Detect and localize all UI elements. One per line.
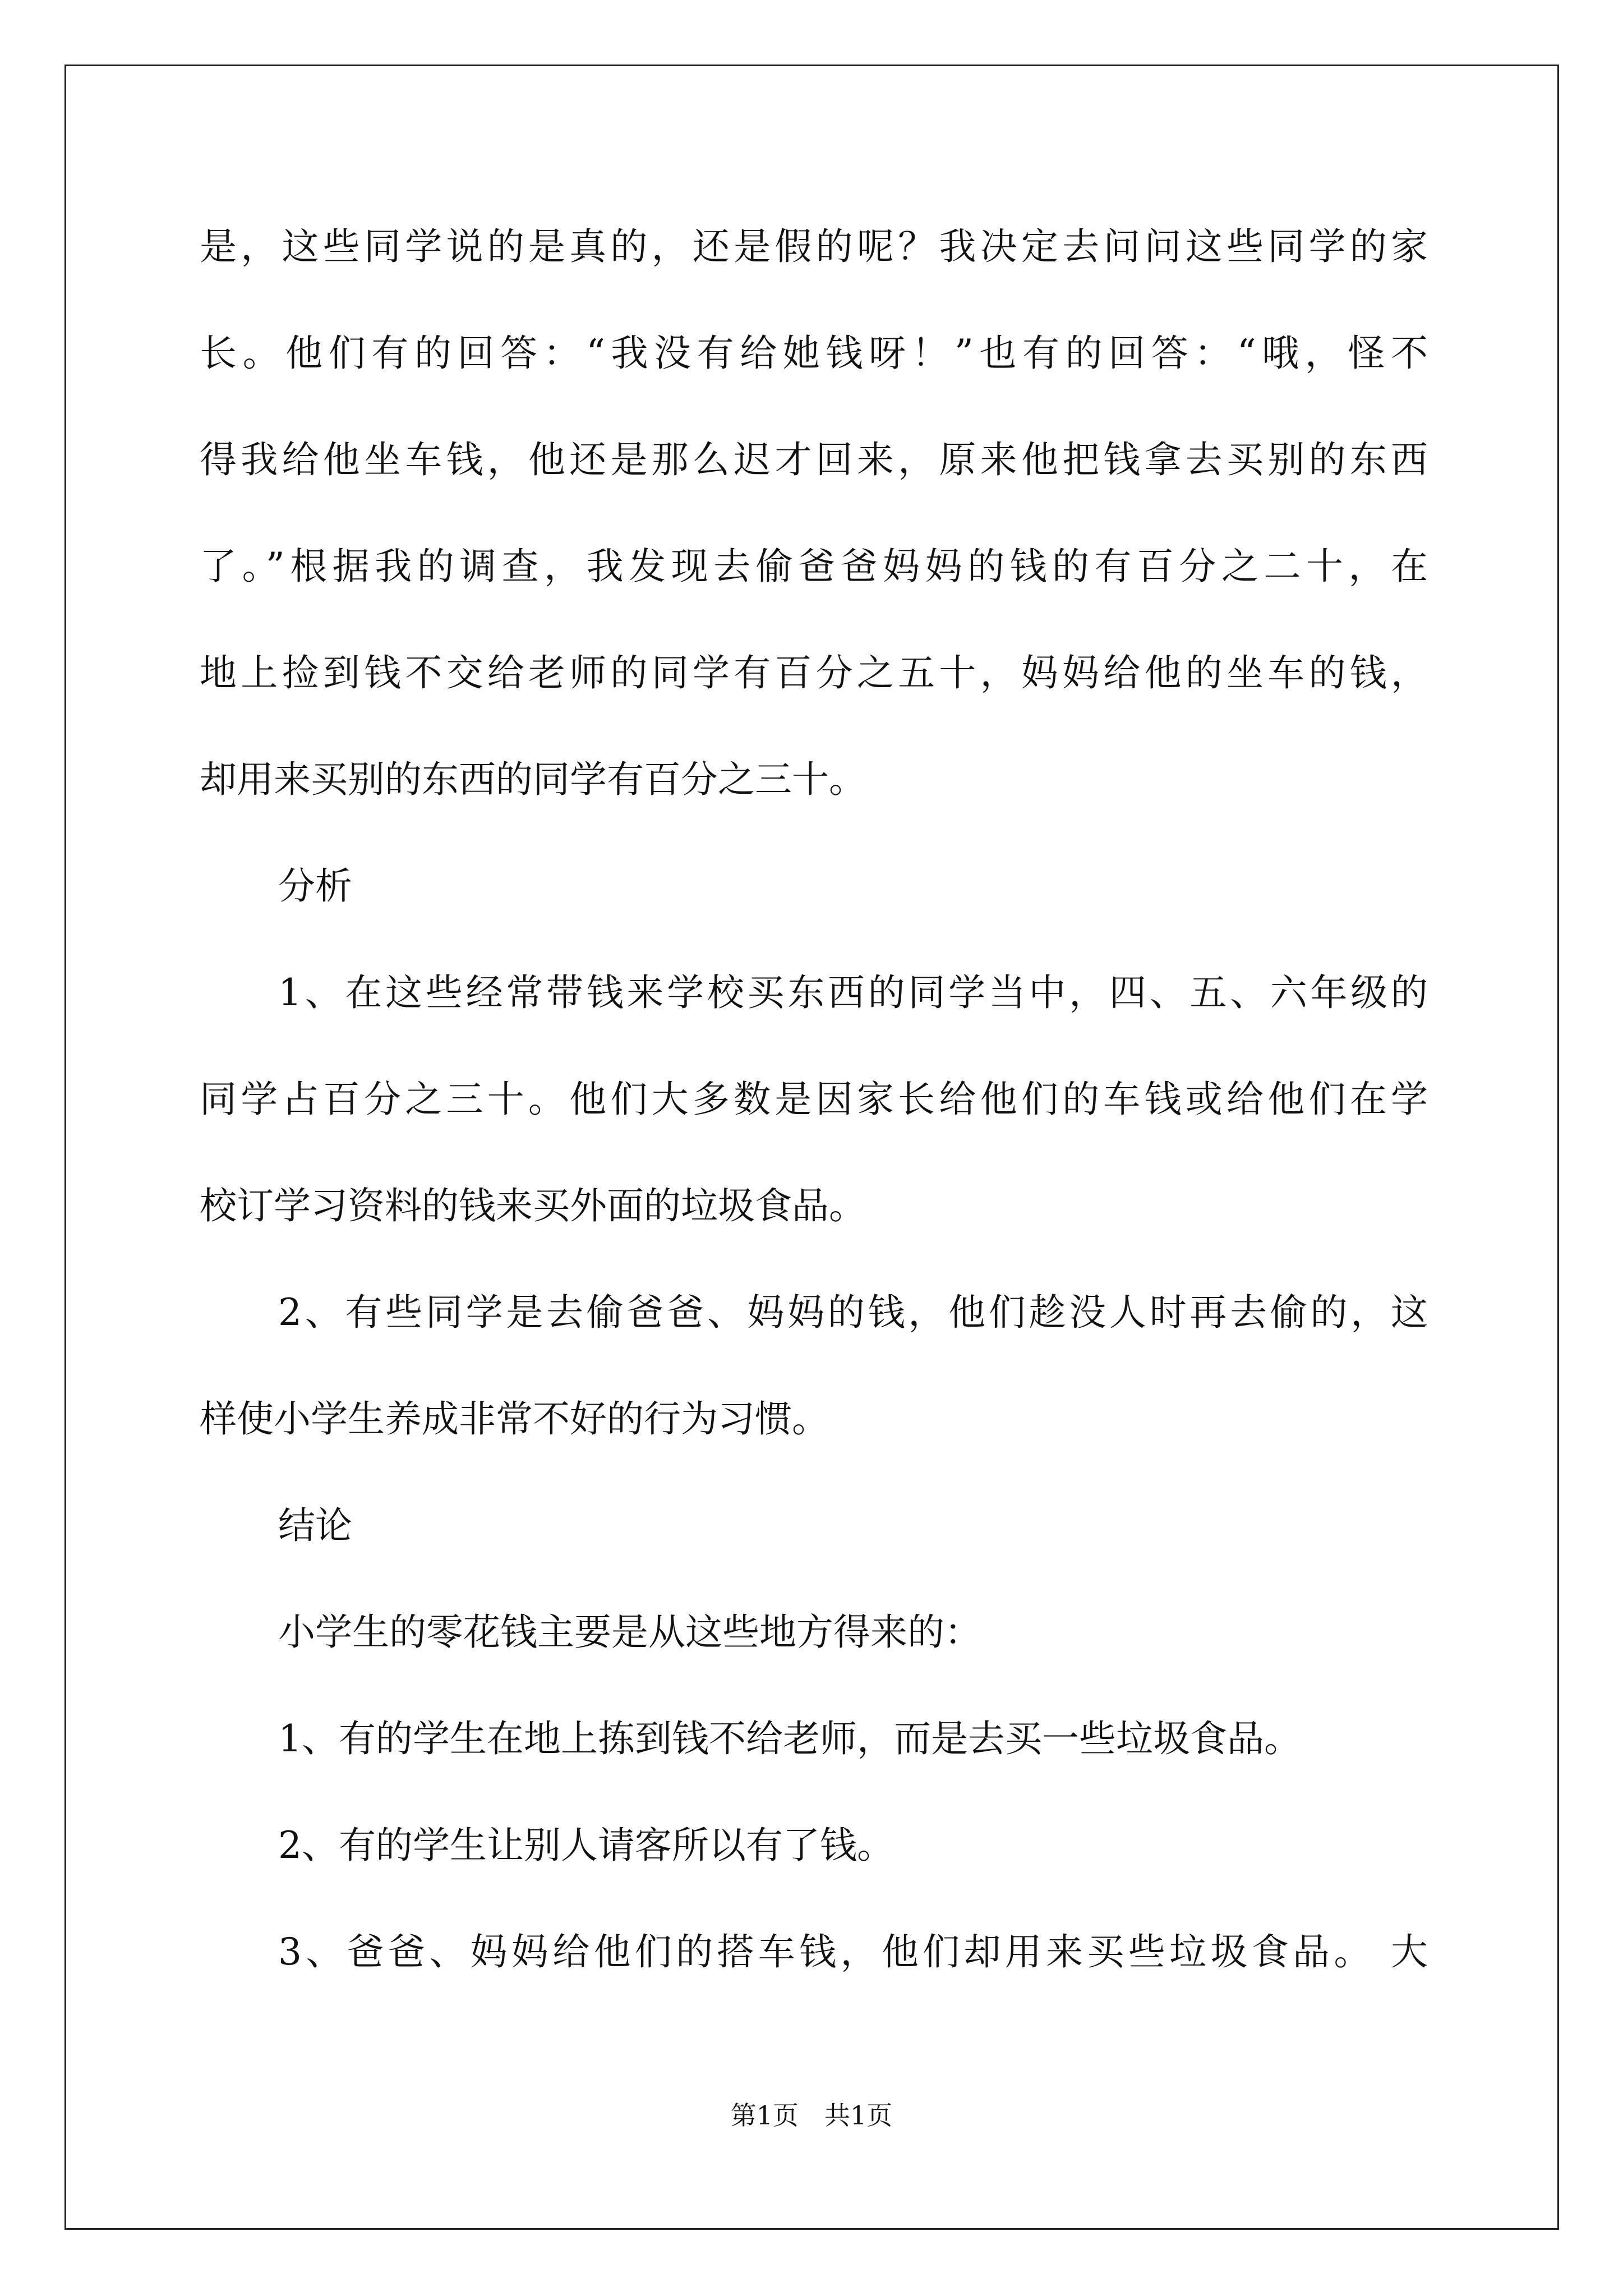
body-text-line: 样使小学生养成非常不好的行为习惯。 [200, 1397, 829, 1441]
list-item: 2、有的学生让别人请客所以有了钱。 [278, 1824, 894, 1867]
body-text-line: 是，这些同学说的是真的，还是假的呢？我决定去问问这些同学的家 [200, 225, 1428, 268]
body-text-line: 校订学习资料的钱来买外面的垃圾食品。 [200, 1184, 866, 1227]
body-text-line: 同学占百分之三十。他们大多数是因家长给他们的车钱或给他们在学 [200, 1078, 1428, 1121]
list-item: 3、爸爸、妈妈给他们的搭车钱，他们却用来买些垃圾食品。 大 [278, 1930, 1428, 1973]
body-text-line: 了。”根据我的调查，我发现去偷爸爸妈妈的钱的有百分之二十，在 [200, 545, 1428, 588]
body-text-line: 却用来买别的东西的同学有百分之三十。 [200, 758, 866, 801]
section-heading-conclusion: 结论 [278, 1504, 352, 1547]
body-text-line: 小学生的零花钱主要是从这些地方得来的： [278, 1611, 981, 1654]
body-text-line: 地上捡到钱不交给老师的同学有百分之五十，妈妈给他的坐车的钱， [200, 651, 1428, 694]
page-border [64, 65, 1559, 2230]
body-text-line: 2、有些同学是去偷爸爸、妈妈的钱，他们趁没人时再去偷的，这 [278, 1291, 1428, 1334]
body-text-line: 1、在这些经常带钱来学校买东西的同学当中，四、五、六年级的 [278, 971, 1428, 1014]
list-item: 1、有的学生在地上拣到钱不给老师，而是去买一些垃圾食品。 [278, 1717, 1301, 1760]
body-text-line: 得我给他坐车钱，他还是那么迟才回来，原来他把钱拿去买别的东西 [200, 438, 1428, 481]
section-heading-analysis: 分析 [278, 864, 352, 908]
page-number-footer: 第1页 共1页 [730, 2100, 893, 2131]
body-text-line: 长。他们有的回答：“我没有给她钱呀！”也有的回答：“哦，怪不 [200, 332, 1428, 375]
